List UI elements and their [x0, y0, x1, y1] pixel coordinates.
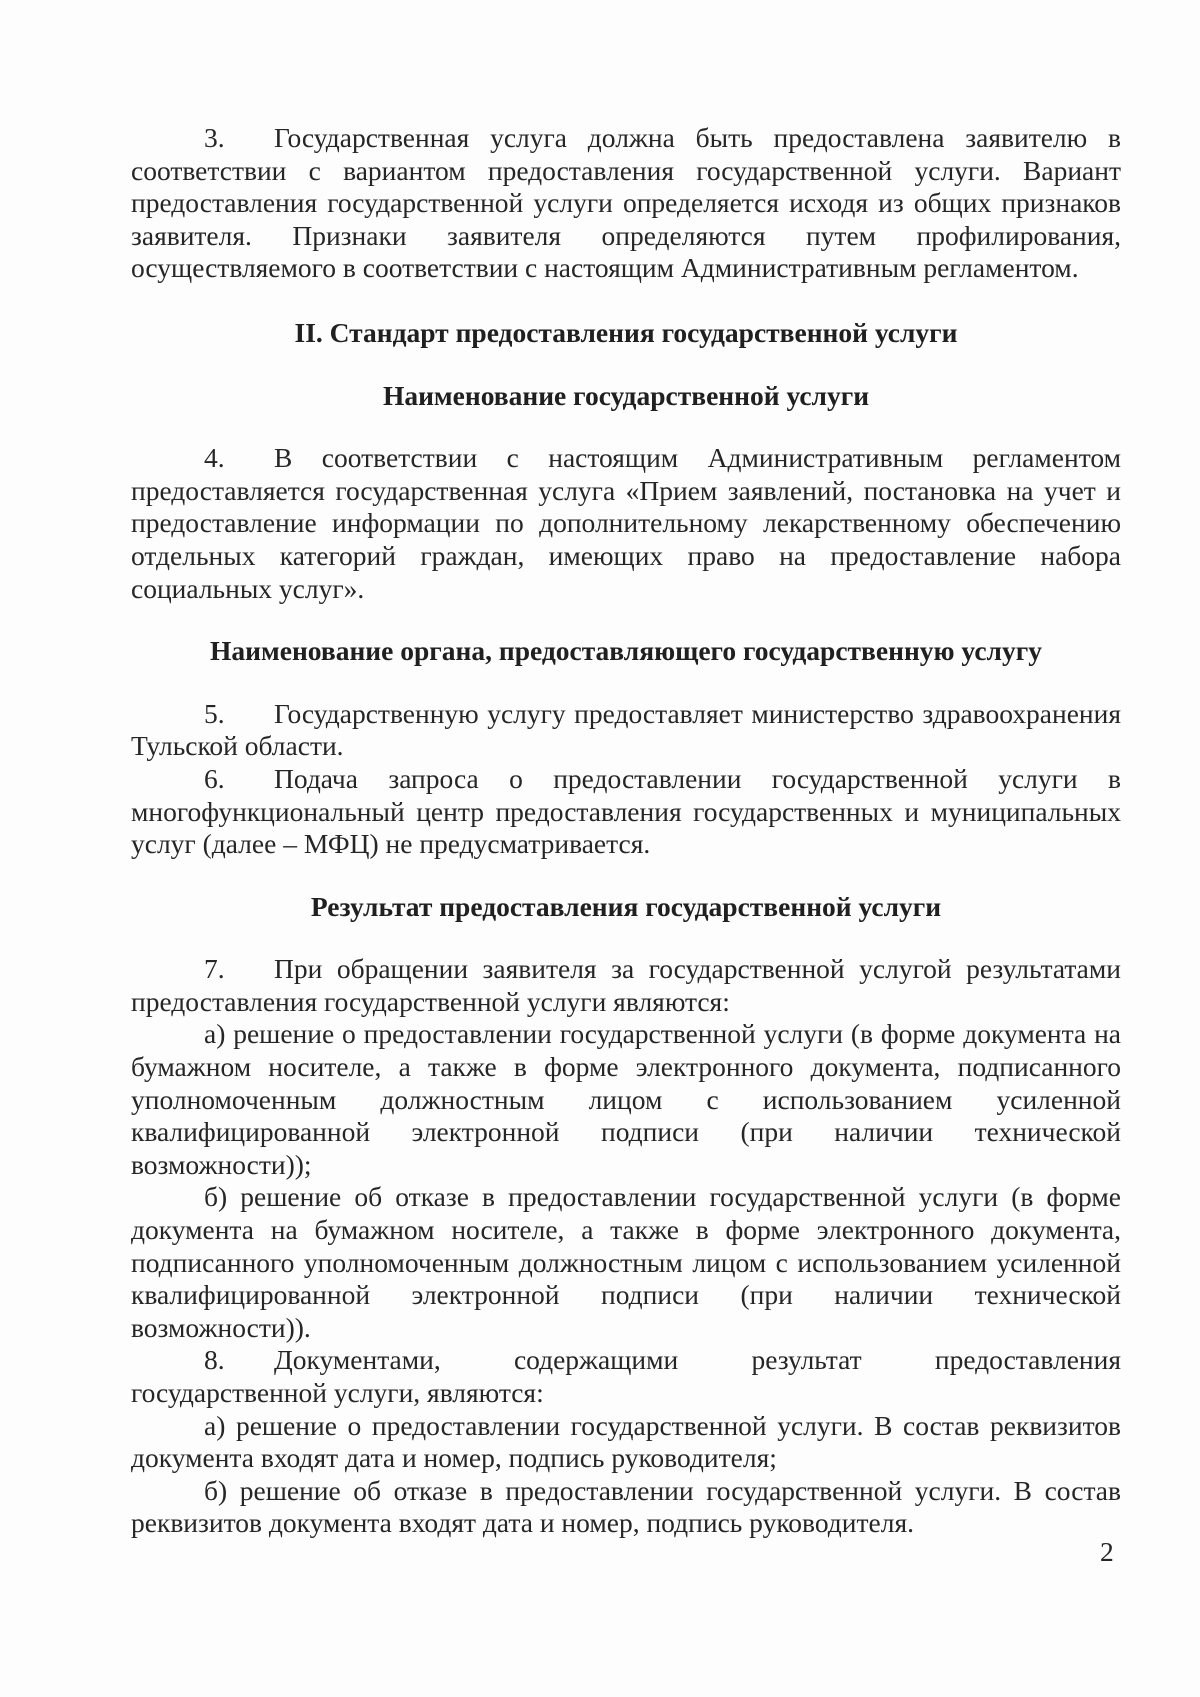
paragraph-text: Государственная услуга должна быть предоставлена заявителю в соответствии с вариантом предоставления государственной услуги. Вариант предоставления государственной услуги определяется исходя из общих признаков заявителя. Признаки заявителя определяются путем профилирования, осуществляемого в соответствии с настоящим Административным регламентом. — [131, 122, 1121, 284]
paragraph-6 — [131, 763, 1121, 861]
paragraph-text: В соответствии с настоящим Административным регламентом предоставляется государственная услуга «Прием заявлений, постановка на учет и предоставление информации по дополнительному лекарственному обеспечению отдельных категорий граждан, имеющих право на предоставление набора социальных услуг». — [131, 442, 1121, 604]
paragraph-text: При обращении заявителя за государственной услугой результатами предоставления государственной услуги являются: — [131, 953, 1121, 1017]
paragraph-7a: а) решение о предоставлении государственной услуги (в форме документа на бумажном носителе, а также в форме электронного документа, подписанного уполномоченным должностным лицом с использованием усиленной квалифицированной электронной подписи (при наличии технической возможности)); — [131, 1018, 1121, 1180]
paragraph-text: Государственную услугу предоставляет министерство здравоохранения Тульской области. — [131, 697, 1121, 762]
paragraph-3 — [131, 122, 1121, 285]
paragraph-8a: а) решение о предоставлении государственной услуги. В состав реквизитов документа входят дата и номер, подпись руководителя; — [131, 1409, 1121, 1474]
paragraph-number: 5. — [204, 697, 225, 729]
paragraph-text: Подача запроса о предоставлении государственной услуги в многофункциональный центр предоставления государственных и муниципальных услуг (далее – МФЦ) не предусматривается. — [131, 762, 1121, 860]
paragraph-8 — [131, 1344, 1121, 1409]
paragraph-4 — [131, 442, 1121, 605]
heading-service-result: Результат предоставления государственной услуги — [310, 890, 942, 922]
paragraph-number: 4. — [204, 442, 225, 474]
paragraph-text: Документами, содержащими результат предоставления государственной услуги, являются: — [131, 1344, 1121, 1408]
paragraph-number: 7. — [204, 953, 225, 985]
paragraph-7 — [131, 953, 1121, 1018]
paragraph-8b: б) решение об отказе в предоставлении государственной услуги. В состав реквизитов документа входят дата и номер, подпись руководителя. — [131, 1474, 1121, 1539]
paragraph-5 — [131, 698, 1121, 763]
paragraph-number: 8. — [204, 1344, 225, 1376]
paragraph-number: 6. — [204, 762, 225, 794]
heading-service-name: Наименование государственной услуги — [382, 379, 870, 411]
heading-organ-name: Наименование органа, предоставляющего государственную услугу — [210, 635, 1042, 667]
paragraph-number: 3. — [204, 122, 225, 153]
section-title: II. Стандарт предоставления государственной услуги — [294, 316, 958, 348]
document-body — [131, 122, 1121, 1540]
paragraph-7b: б) решение об отказе в предоставлении государственной услуги (в форме документа на бумажном носителе, а также в форме электронного документа, подписанного уполномоченным должностным лицом с использованием усиленной квалифицированной электронной подписи (при наличии технической возможности)). — [131, 1181, 1121, 1343]
page-number: 2 — [1100, 1536, 1114, 1567]
